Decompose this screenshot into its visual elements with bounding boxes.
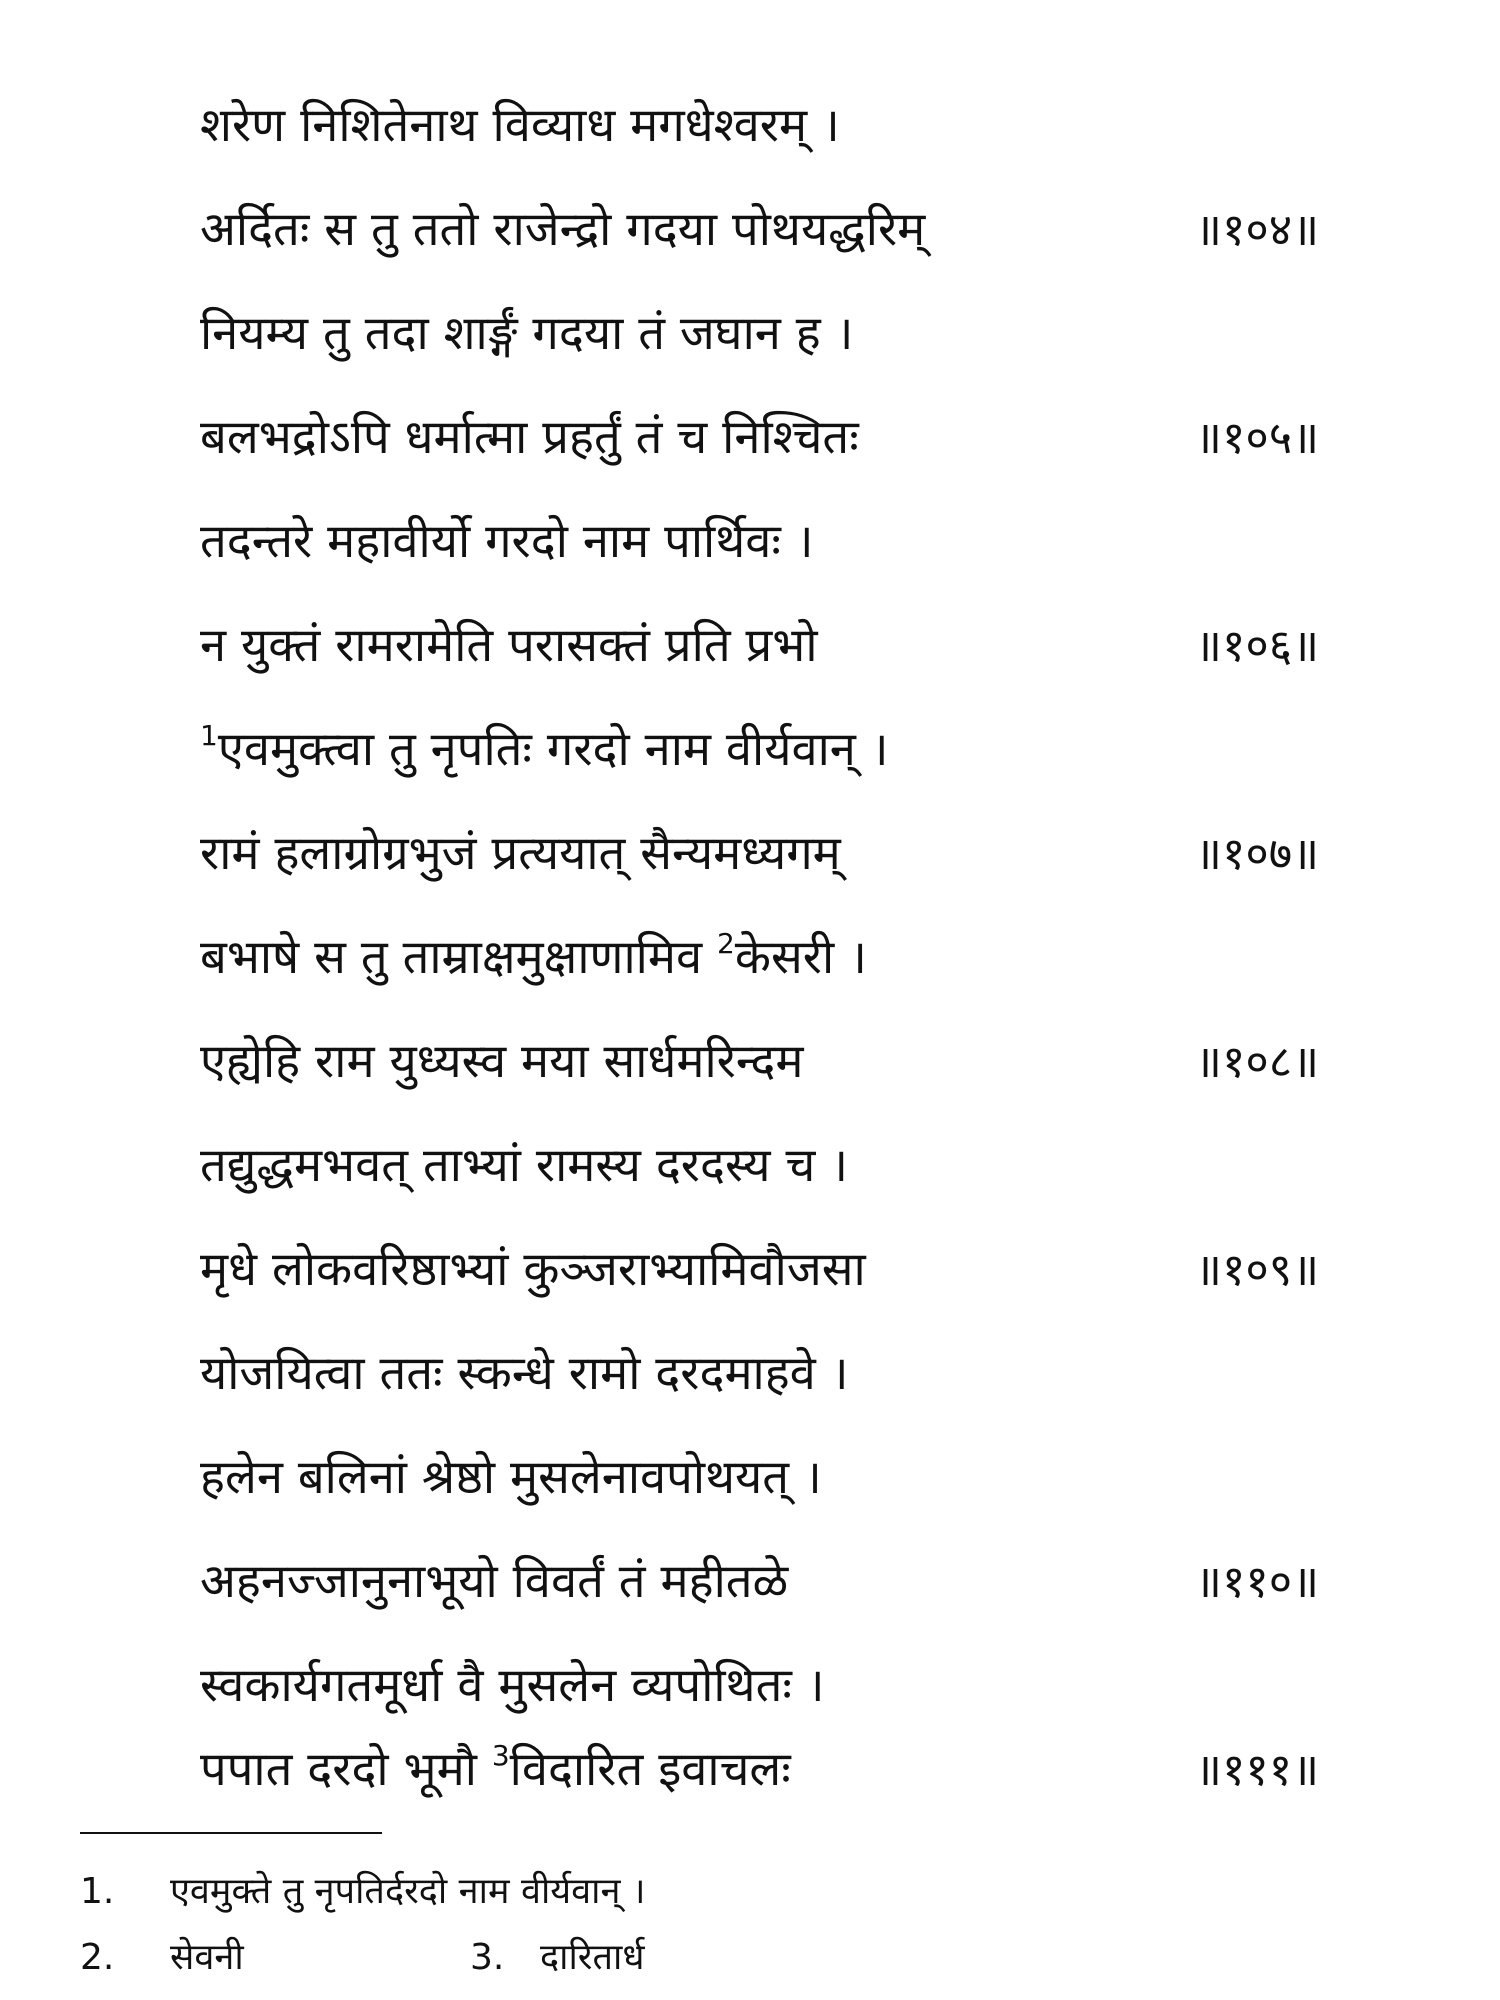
verse-text-part: बलभद्रोऽपि धर्मात्मा प्रहर्तुं तं च निश्चितः xyxy=(200,410,859,465)
verse-text xyxy=(200,594,1160,698)
verse-text xyxy=(200,1114,1160,1218)
verse-line xyxy=(0,1010,1500,1114)
footnote-divider xyxy=(80,1832,382,1834)
verse-text-part: रामं हलाग्रोग्रभुजं प्रत्ययात् सैन्यमध्यगम् xyxy=(200,826,841,881)
verse-text xyxy=(200,282,1160,386)
verse-line xyxy=(0,1718,1500,1822)
footnote-number: 3. xyxy=(470,1937,505,1978)
verse-text xyxy=(200,1322,1160,1426)
verse-text xyxy=(200,74,1160,178)
footnote-3 xyxy=(470,1930,644,1986)
footnote-number: 1. xyxy=(80,1871,115,1912)
verse-line xyxy=(0,1322,1500,1426)
footnote-marker: 2 xyxy=(717,927,735,960)
verse-text-part: बभाषे स तु ताम्राक्षमुक्षाणामिव xyxy=(200,930,718,985)
verse-text-part: शरेण निशितेनाथ विव्याध मगधेश्वरम् । xyxy=(200,98,840,153)
verse-line xyxy=(0,1530,1500,1634)
verse-text-part: हलेन बलिनां श्रेष्ठो मुसलेनावपोथयत् । xyxy=(200,1450,822,1505)
footnote-text: एवमुक्ते तु नृपतिर्दरदो नाम वीर्यवान् । xyxy=(170,1871,646,1912)
verse-text xyxy=(200,386,1160,490)
verse-number xyxy=(1195,74,1395,178)
verse-line xyxy=(0,74,1500,178)
verse-line xyxy=(0,802,1500,906)
footnote-text: सेवनी xyxy=(170,1937,244,1978)
verse-line xyxy=(0,1114,1500,1218)
verse-line xyxy=(0,594,1500,698)
verse-line xyxy=(0,906,1500,1010)
verse-number: ॥१११॥ xyxy=(1195,1743,1320,1796)
verse-number: ॥१०६॥ xyxy=(1195,619,1320,672)
verse-text-part: तदन्तरे महावीर्यो गरदो नाम पार्थिवः । xyxy=(200,514,814,569)
verse-text-part: योजयित्वा ततः स्कन्धे रामो दरदमाहवे । xyxy=(200,1346,849,1401)
footnote-1 xyxy=(80,1864,646,1920)
verse-text-part: मृधे लोकवरिष्ठाभ्यां कुञ्जराभ्यामिवौजसा xyxy=(200,1242,866,1297)
verse-number xyxy=(1195,698,1395,802)
verse-text xyxy=(200,490,1160,594)
verse-text xyxy=(200,802,1160,906)
verse-text xyxy=(200,1218,1160,1322)
footnote-text: दारितार्ध xyxy=(540,1937,645,1978)
verse-text xyxy=(200,1426,1160,1530)
verse-text-part: अहनज्जानुनाभूयो विवर्तं तं महीतळे xyxy=(200,1554,789,1609)
verse-number xyxy=(1195,282,1395,386)
verse-text xyxy=(200,178,1160,282)
verse-text xyxy=(200,1010,1160,1114)
verse-number: ॥१०५॥ xyxy=(1195,411,1320,464)
verse-line xyxy=(0,178,1500,282)
verse-line xyxy=(0,490,1500,594)
verse-number xyxy=(1195,906,1395,1010)
verse-text-part: तद्युद्धमभवत् ताभ्यां रामस्य दरदस्य च । xyxy=(200,1138,849,1193)
verse-line xyxy=(0,698,1500,802)
verse-text xyxy=(200,1718,1160,1822)
verse-number: ॥१०९॥ xyxy=(1195,1243,1320,1296)
verse-line xyxy=(0,282,1500,386)
verse-text-part: पपात दरदो भूमौ xyxy=(200,1742,492,1797)
footnote-2 xyxy=(80,1930,244,1986)
verse-number: ॥१०७॥ xyxy=(1195,827,1320,880)
verse-text-part: न युक्तं रामरामेति परासक्तं प्रति प्रभो xyxy=(200,618,818,673)
footnote-marker: 3 xyxy=(491,1739,510,1772)
verse-number: ॥११०॥ xyxy=(1195,1555,1320,1608)
verse-text-part: नियम्य तु तदा शार्ङ्गं गदया तं जघान ह । xyxy=(200,306,854,361)
verse-line xyxy=(0,1218,1500,1322)
verse-text-part: केसरी । xyxy=(734,930,867,985)
verse-text-part: अर्दितः स तु ततो राजेन्द्रो गदया पोथयद्धरिम् xyxy=(200,202,926,257)
verse-line xyxy=(0,1426,1500,1530)
verse-number: ॥१०४॥ xyxy=(1195,203,1320,256)
verse-text-part: एह्येहि राम युध्यस्व मया सार्धमरिन्दम xyxy=(200,1034,804,1089)
verse-text-part: स्वकार्यगतमूर्धा वै मुसलेन व्यपोथितः । xyxy=(200,1658,825,1713)
footnote-marker: 1 xyxy=(200,719,218,752)
verse-text-part: विदारित इवाचलः xyxy=(509,1742,791,1797)
verse-text-part: एवमुक्त्वा तु नृपतिः गरदो नाम वीर्यवान् । xyxy=(217,722,889,777)
verse-text xyxy=(200,698,1160,802)
verse-number xyxy=(1195,490,1395,594)
verse-text xyxy=(200,1530,1160,1634)
verse-number xyxy=(1195,1322,1395,1426)
verse-line xyxy=(0,386,1500,490)
verse-number: ॥१०८॥ xyxy=(1195,1035,1320,1088)
verse-number xyxy=(1195,1114,1395,1218)
verse-number xyxy=(1195,1426,1395,1530)
footnote-number: 2. xyxy=(80,1937,115,1978)
verse-text xyxy=(200,906,1160,1010)
